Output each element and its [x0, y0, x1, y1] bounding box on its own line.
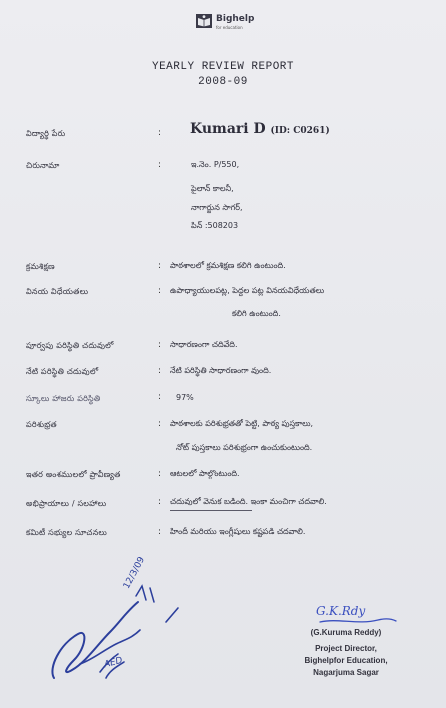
report-year: 2008-09 [198, 76, 248, 88]
colon: : [158, 340, 162, 350]
humility-value-cont: కలిగి ఉంటుంది. [232, 309, 281, 318]
colon: : [158, 366, 162, 376]
left-signature-stamp: AED [103, 655, 124, 671]
attendance-label: స్కూలు హాజరు పరిస్థితి [26, 394, 101, 403]
discipline-value: పాఠశాలలో క్రమశిక్షణ కలిగి ఉంటుంది. [170, 261, 286, 270]
colon: : [158, 527, 162, 537]
colon: : [158, 160, 162, 170]
director-signature: G.K.Rdy [316, 604, 366, 618]
logo-tagline: for education [216, 25, 243, 30]
colon: : [158, 497, 162, 507]
left-signature-date: 12/3/09 [122, 555, 148, 591]
opinions-underline [170, 510, 252, 511]
address-line: నాగార్జున సాగర్, [191, 203, 243, 212]
previous-study-value: సాధారణంగా చదివేది. [170, 340, 238, 349]
other-skills-label: ఇతర అంశములలో ప్రావీణ్యత [26, 470, 121, 479]
book-logo-icon [196, 14, 212, 28]
report-title: YEARLY REVIEW REPORT [151, 61, 295, 73]
committee-value: హిందీ మరియు ఇంగ్లీషులు కష్టపడి చదవాలి. [170, 527, 306, 536]
address-line: పిన్ :508203 [191, 221, 239, 230]
student-name-label: విద్యార్థి పేరు [26, 129, 66, 138]
student-name [190, 121, 330, 137]
director-name: (G.Kuruma Reddy) [310, 628, 382, 637]
director-title: Project Director, [315, 644, 377, 653]
humility-label: వినయ విధేయతలు [26, 287, 89, 296]
address-line: ఇ.నెం. P/550, [191, 160, 240, 169]
current-study-value: నేటి పరిస్థితి సాధారణంగా వుంది. [170, 366, 272, 375]
director-place: Nagarjuma Sagar [313, 668, 379, 677]
discipline-label: క్రమశిక్షణ [26, 262, 55, 271]
committee-label: కమిటీ సభ్యుల సూచనలు [26, 528, 108, 537]
colon: : [158, 128, 162, 138]
director-org: Bighelpfor Education, [304, 656, 388, 665]
student-id: (ID: C0261) [270, 126, 330, 136]
left-handwritten-signature [40, 578, 190, 686]
address-label: చిరునామా [26, 161, 60, 170]
cleanliness-value-cont: నోట్ పుస్తకాలు పరిశుభ్రంగా ఉంచుకుంటుంది. [176, 443, 313, 452]
student-name-value: Kumari D [190, 121, 266, 137]
cleanliness-value: పాఠశాలకు పరిశుభ్రతతో పెట్టి, పాఠ్య పుస్తకాలు, [170, 419, 314, 428]
cleanliness-label: పరిశుభ్రత [26, 420, 57, 429]
colon: : [158, 261, 162, 271]
colon: : [158, 419, 162, 429]
other-skills-value: ఆటలలో పాల్గొంటుంది. [170, 469, 240, 478]
opinions-label: అభిప్రాయాలు / సలహాలు [26, 499, 107, 508]
colon: : [158, 469, 162, 479]
humility-value: ఉపాధ్యాయులపట్ల, పెద్దల పట్ల వినయవిధేయతలు [170, 286, 325, 295]
opinions-value: చదువులో వెనుక బడింది. ఇంకా మంచిగా చదవాలి. [170, 497, 327, 506]
colon: : [158, 286, 162, 296]
signature-flourish [318, 616, 398, 626]
logo-name: Bighelp [216, 14, 255, 24]
colon: : [158, 392, 162, 402]
address-line: పైలాన్ కాలనీ, [191, 184, 234, 193]
previous-study-label: పూర్వపు పరిస్థితి చదువులో [26, 341, 114, 350]
attendance-value: 97% [176, 393, 194, 402]
current-study-label: నేటి పరిస్థితి చదువులో [26, 367, 99, 376]
